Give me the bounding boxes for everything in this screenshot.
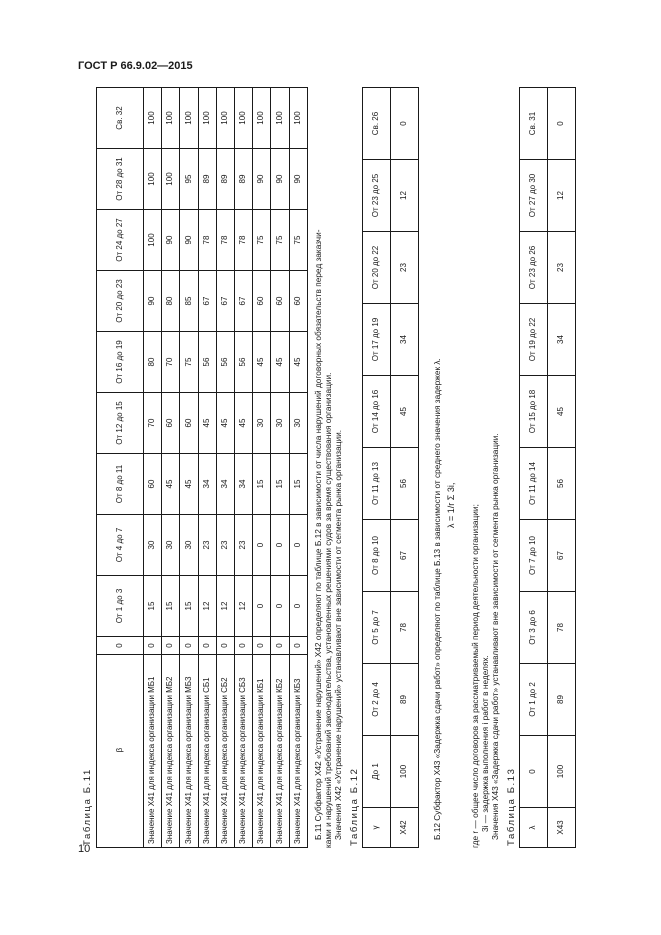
table-cell: 30 (271, 393, 289, 454)
table-b11-row-label: Значение X41 для индекса организации СБ2 (216, 655, 234, 848)
table-cell: 30 (144, 515, 162, 576)
table-b11-row-label: Значение X41 для индекса организации МБ1 (144, 655, 162, 848)
table-cell: 78 (216, 210, 234, 271)
table-b11-column-header: Св. 32 (97, 88, 144, 149)
table-cell: От 5 до 7 (363, 592, 391, 664)
table-cell: 78 (198, 210, 216, 271)
table-cell: 60 (271, 271, 289, 332)
table-cell: 100 (271, 88, 289, 149)
table-cell: 67 (548, 520, 576, 592)
table-cell: 60 (289, 271, 307, 332)
table-cell: 15 (289, 454, 307, 515)
table-cell: От 23 до 25 (363, 160, 391, 232)
table-cell: 23 (548, 232, 576, 304)
table-cell: 100 (162, 88, 180, 149)
lambda-formula: λ = 1/r Σ 3i, (446, 482, 456, 528)
table-cell: 0 (271, 576, 289, 637)
para-b11-line2: ками и нарушений требований законодательства, установленных решениями судов за время существования организации. (323, 372, 333, 848)
table-b11-column-header: От 12 до 15 (97, 393, 144, 454)
table-cell: 60 (162, 393, 180, 454)
table-cell: 45 (162, 454, 180, 515)
table-cell: 45 (289, 332, 307, 393)
table-cell: 0 (180, 637, 198, 655)
table-cell: 100 (253, 88, 271, 149)
para-b11-line3: Значения X42 «Устранение нарушений» устанавливают вне зависимости от сегмента рынка организации. (333, 429, 343, 840)
table-cell: 15 (253, 454, 271, 515)
table-row (162, 88, 180, 848)
table-cell: 0 (144, 637, 162, 655)
table-cell: 45 (391, 376, 419, 448)
table-b11-row-label: Значение X41 для индекса организации МБ2 (162, 655, 180, 848)
table-cell: 89 (391, 664, 419, 736)
table-cell: 0 (271, 637, 289, 655)
table-cell: 34 (548, 304, 576, 376)
table-cell: От 15 до 18 (520, 376, 548, 448)
para-b12-line3: 3i — задержка выполнения i работ в неделях. (480, 655, 490, 832)
table-cell: 100 (144, 88, 162, 149)
para-b12-line4: Значения X43 «Задержка сдачи работ» устанавливают вне зависимости от сегмента рынка организации. (490, 433, 500, 840)
table-cell: 100 (548, 736, 576, 808)
table-row (198, 88, 216, 848)
table-b12-row-label: γ (363, 808, 391, 848)
table-b11-row-label: Значение X41 для индекса организации КБ2 (271, 655, 289, 848)
table-cell: 23 (216, 515, 234, 576)
table-b12 (362, 87, 419, 848)
table-cell: 89 (234, 149, 252, 210)
table-cell: 23 (198, 515, 216, 576)
table-cell: 45 (216, 393, 234, 454)
table-cell: 0 (162, 637, 180, 655)
document-header: ГОСТ Р 66.9.02—2015 (78, 60, 193, 72)
table-cell: 75 (289, 210, 307, 271)
table-b13-row-label: λ (520, 808, 548, 848)
table-cell: 30 (180, 515, 198, 576)
table-cell: 90 (162, 210, 180, 271)
table-cell: 90 (253, 149, 271, 210)
table-cell: 34 (234, 454, 252, 515)
table-cell: 75 (253, 210, 271, 271)
table-row (520, 88, 548, 848)
table-cell: 34 (391, 304, 419, 376)
table-b11-column-header: От 8 до 11 (97, 454, 144, 515)
table-cell: 100 (162, 149, 180, 210)
table-cell: 67 (216, 271, 234, 332)
table-row (216, 88, 234, 848)
table-cell: 15 (162, 576, 180, 637)
table-cell: 45 (253, 332, 271, 393)
table-cell: 0 (289, 637, 307, 655)
table-cell: 60 (144, 454, 162, 515)
table-cell: 0 (253, 515, 271, 576)
table-b12-caption: Таблица Б.12 (349, 767, 360, 846)
table-cell: 12 (391, 160, 419, 232)
table-row (363, 88, 391, 848)
table-cell: От 19 до 22 (520, 304, 548, 376)
table-cell: До 1 (363, 736, 391, 808)
table-cell: 67 (391, 520, 419, 592)
table-cell: 100 (180, 88, 198, 149)
page-number: 10 (78, 843, 91, 855)
table-cell: 0 (548, 88, 576, 160)
table-cell: 23 (234, 515, 252, 576)
table-cell: 100 (198, 88, 216, 149)
table-cell: 60 (253, 271, 271, 332)
table-b11-caption: Таблица Б.11 (82, 768, 93, 846)
table-cell: 100 (216, 88, 234, 149)
para-b11-line1: Б.11 Субфактор X42 «Устранение нарушений» X42 определяют по таблице Б.12 в зависимости от числа нарушений договорных обязательств перед заказчи- (313, 229, 323, 840)
para-b12-line1: Б.12 Субфактор X43 «Задержка сдачи работ» определяют по таблице Б.13 в зависимости от среднего значения задержек λ. (432, 358, 442, 840)
table-b11-beta-header: β (97, 655, 144, 848)
table-cell: 15 (271, 454, 289, 515)
table-b11-row-label: Значение X41 для индекса организации МБ3 (180, 655, 198, 848)
table-row (234, 88, 252, 848)
table-cell: 34 (198, 454, 216, 515)
table-cell: 100 (289, 88, 307, 149)
table-cell: 90 (289, 149, 307, 210)
table-cell: 60 (180, 393, 198, 454)
table-cell: От 2 до 4 (363, 664, 391, 736)
table-cell: 0 (253, 637, 271, 655)
table-cell: 80 (162, 271, 180, 332)
table-cell: 100 (144, 149, 162, 210)
table-cell: От 3 до 6 (520, 592, 548, 664)
table-b13-row-label: X43 (548, 808, 576, 848)
table-cell: 78 (234, 210, 252, 271)
table-cell: 30 (289, 393, 307, 454)
table-row (180, 88, 198, 848)
table-b11-row-label: Значение X41 для индекса организации КБ3 (289, 655, 307, 848)
table-b11-column-header: От 16 до 19 (97, 332, 144, 393)
table-row (391, 88, 419, 848)
table-cell: 12 (198, 576, 216, 637)
table-b11-column-header: От 20 до 23 (97, 271, 144, 332)
table-cell: От 27 до 30 (520, 160, 548, 232)
table-b13-caption: Таблица Б.13 (506, 767, 517, 846)
table-cell: 30 (253, 393, 271, 454)
table-cell: От 8 до 10 (363, 520, 391, 592)
table-cell: 67 (234, 271, 252, 332)
table-cell: 30 (162, 515, 180, 576)
table-b11-column-header: 0 (97, 637, 144, 655)
table-b11-row-label: Значение X41 для индекса организации СБ3 (234, 655, 252, 848)
table-cell: 23 (391, 232, 419, 304)
table-b11-header-row (97, 88, 144, 848)
table-cell: 90 (144, 271, 162, 332)
table-b11-column-header: От 28 до 31 (97, 149, 144, 210)
table-cell: 56 (234, 332, 252, 393)
table-cell: 0 (198, 637, 216, 655)
table-row (289, 88, 307, 848)
table-cell: 89 (216, 149, 234, 210)
table-cell: От 11 до 14 (520, 448, 548, 520)
table-cell: 0 (289, 515, 307, 576)
table-row (271, 88, 289, 848)
table-cell: От 1 до 2 (520, 664, 548, 736)
table-cell: 0 (234, 637, 252, 655)
table-cell: 80 (144, 332, 162, 393)
table-cell: 0 (216, 637, 234, 655)
table-row (548, 88, 576, 848)
table-cell: Св. 26 (363, 88, 391, 160)
rotated-content (70, 88, 602, 848)
para-b12-line2: где r — общее число договоров за рассматриваемый период деятельности организации; (470, 504, 480, 848)
table-b12-row-label: X42 (391, 808, 419, 848)
table-cell: 95 (180, 149, 198, 210)
table-cell: 89 (548, 664, 576, 736)
table-cell: 34 (216, 454, 234, 515)
table-cell: 75 (271, 210, 289, 271)
table-cell: 0 (253, 576, 271, 637)
table-cell: 0 (289, 576, 307, 637)
table-cell: 12 (216, 576, 234, 637)
table-cell: 75 (180, 332, 198, 393)
table-cell: 56 (216, 332, 234, 393)
table-cell: 45 (271, 332, 289, 393)
table-row (144, 88, 162, 848)
table-cell: 56 (198, 332, 216, 393)
table-b11-column-header: От 1 до 3 (97, 576, 144, 637)
table-cell: 70 (144, 393, 162, 454)
table-cell: 78 (548, 592, 576, 664)
table-cell: 100 (144, 210, 162, 271)
table-b11-row-label: Значение X41 для индекса организации КБ1 (253, 655, 271, 848)
table-b11-row-label: Значение X41 для индекса организации СБ1 (198, 655, 216, 848)
table-row (253, 88, 271, 848)
table-b11-column-header: От 4 до 7 (97, 515, 144, 576)
table-cell: От 23 до 26 (520, 232, 548, 304)
table-cell: 90 (180, 210, 198, 271)
table-cell: От 7 до 10 (520, 520, 548, 592)
table-cell: 12 (548, 160, 576, 232)
table-cell: 56 (391, 448, 419, 520)
table-cell: 56 (548, 448, 576, 520)
table-cell: 15 (180, 576, 198, 637)
table-cell: 45 (548, 376, 576, 448)
table-cell: От 20 до 22 (363, 232, 391, 304)
table-b13 (519, 87, 576, 848)
table-cell: 0 (271, 515, 289, 576)
table-cell: От 17 до 19 (363, 304, 391, 376)
table-cell: От 11 до 13 (363, 448, 391, 520)
table-cell: 89 (198, 149, 216, 210)
table-cell: 78 (391, 592, 419, 664)
table-cell: 85 (180, 271, 198, 332)
table-cell: 0 (520, 736, 548, 808)
table-cell: 70 (162, 332, 180, 393)
table-cell: 12 (234, 576, 252, 637)
table-cell: 100 (391, 736, 419, 808)
table-cell: 67 (198, 271, 216, 332)
table-cell: 100 (234, 88, 252, 149)
table-cell: От 14 до 16 (363, 376, 391, 448)
table-cell: 45 (198, 393, 216, 454)
table-cell: 15 (144, 576, 162, 637)
table-cell: 45 (180, 454, 198, 515)
table-cell: 0 (391, 88, 419, 160)
table-cell: 45 (234, 393, 252, 454)
table-cell: 90 (271, 149, 289, 210)
table-b11 (96, 87, 308, 848)
table-cell: Св. 31 (520, 88, 548, 160)
table-b11-column-header: От 24 до 27 (97, 210, 144, 271)
